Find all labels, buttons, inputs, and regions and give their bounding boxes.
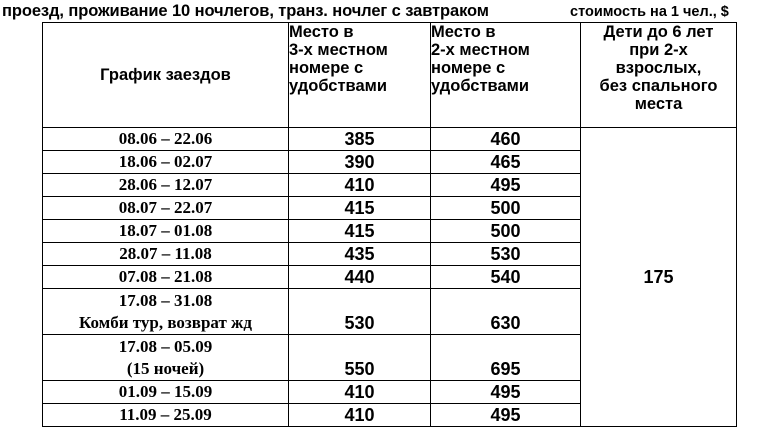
triple-price-cell: 550 xyxy=(289,335,431,381)
period-line: 18.07 – 01.08 xyxy=(118,221,213,240)
period-line: 01.09 – 15.09 xyxy=(118,382,213,401)
period-cell xyxy=(43,174,289,197)
period-cell xyxy=(43,335,289,381)
schedule-header: График заездов xyxy=(43,23,289,128)
caption-main: проезд, проживание 10 ночлегов, транз. ночлег с завтраком xyxy=(2,2,489,20)
period-line: 07.08 – 21.08 xyxy=(118,267,213,286)
period-line: Комби тур, возврат жд xyxy=(79,312,252,332)
table-body xyxy=(43,128,737,427)
period-cell xyxy=(43,404,289,427)
period-line: 18.06 – 02.07 xyxy=(118,152,213,171)
period-cell xyxy=(43,151,289,174)
triple-price-cell: 410 xyxy=(289,174,431,197)
caption xyxy=(2,2,756,22)
kids-price-cell: 175 xyxy=(581,128,737,427)
period-cell xyxy=(43,243,289,266)
triple-price-cell: 415 xyxy=(289,220,431,243)
double-price-cell: 500 xyxy=(431,197,581,220)
double-price-cell: 495 xyxy=(431,381,581,404)
double-price-cell: 495 xyxy=(431,404,581,427)
triple-price-cell: 410 xyxy=(289,404,431,427)
triple-room-header: Место в 3-х местном номере с удобствами xyxy=(289,23,431,128)
period-cell xyxy=(43,220,289,243)
period-line: 11.09 – 25.09 xyxy=(119,405,212,424)
period-cell xyxy=(43,266,289,289)
period-line: 08.07 – 22.07 xyxy=(118,198,213,217)
double-price-cell: 695 xyxy=(431,335,581,381)
price-table xyxy=(42,22,737,427)
triple-price-cell: 530 xyxy=(289,289,431,335)
double-price-cell: 500 xyxy=(431,220,581,243)
period-line: 17.08 – 31.08 xyxy=(118,290,213,310)
period-cell xyxy=(43,381,289,404)
triple-price-cell: 385 xyxy=(289,128,431,151)
header-row xyxy=(43,23,737,128)
period-line: 28.06 – 12.07 xyxy=(118,175,213,194)
period-cell xyxy=(43,197,289,220)
triple-price-cell: 410 xyxy=(289,381,431,404)
triple-price-cell: 435 xyxy=(289,243,431,266)
double-price-cell: 530 xyxy=(431,243,581,266)
double-price-cell: 465 xyxy=(431,151,581,174)
period-line: 28.07 – 11.08 xyxy=(119,244,212,263)
double-price-cell: 460 xyxy=(431,128,581,151)
period-cell xyxy=(43,128,289,151)
period-cell xyxy=(43,289,289,335)
kids-header: Дети до 6 лет при 2-х взрослых, без спального места xyxy=(581,23,737,128)
period-line: (15 ночей) xyxy=(126,358,205,378)
double-price-cell: 630 xyxy=(431,289,581,335)
double-price-cell: 540 xyxy=(431,266,581,289)
triple-price-cell: 390 xyxy=(289,151,431,174)
triple-price-cell: 415 xyxy=(289,197,431,220)
table-row xyxy=(43,128,737,151)
period-line: 17.08 – 05.09 xyxy=(118,336,213,356)
triple-price-cell: 440 xyxy=(289,266,431,289)
caption-note: стоимость на 1 чел., $ xyxy=(570,4,729,20)
double-room-header: Место в 2-х местном номере с удобствами xyxy=(431,23,581,128)
period-line: 08.06 – 22.06 xyxy=(118,129,213,148)
double-price-cell: 495 xyxy=(431,174,581,197)
